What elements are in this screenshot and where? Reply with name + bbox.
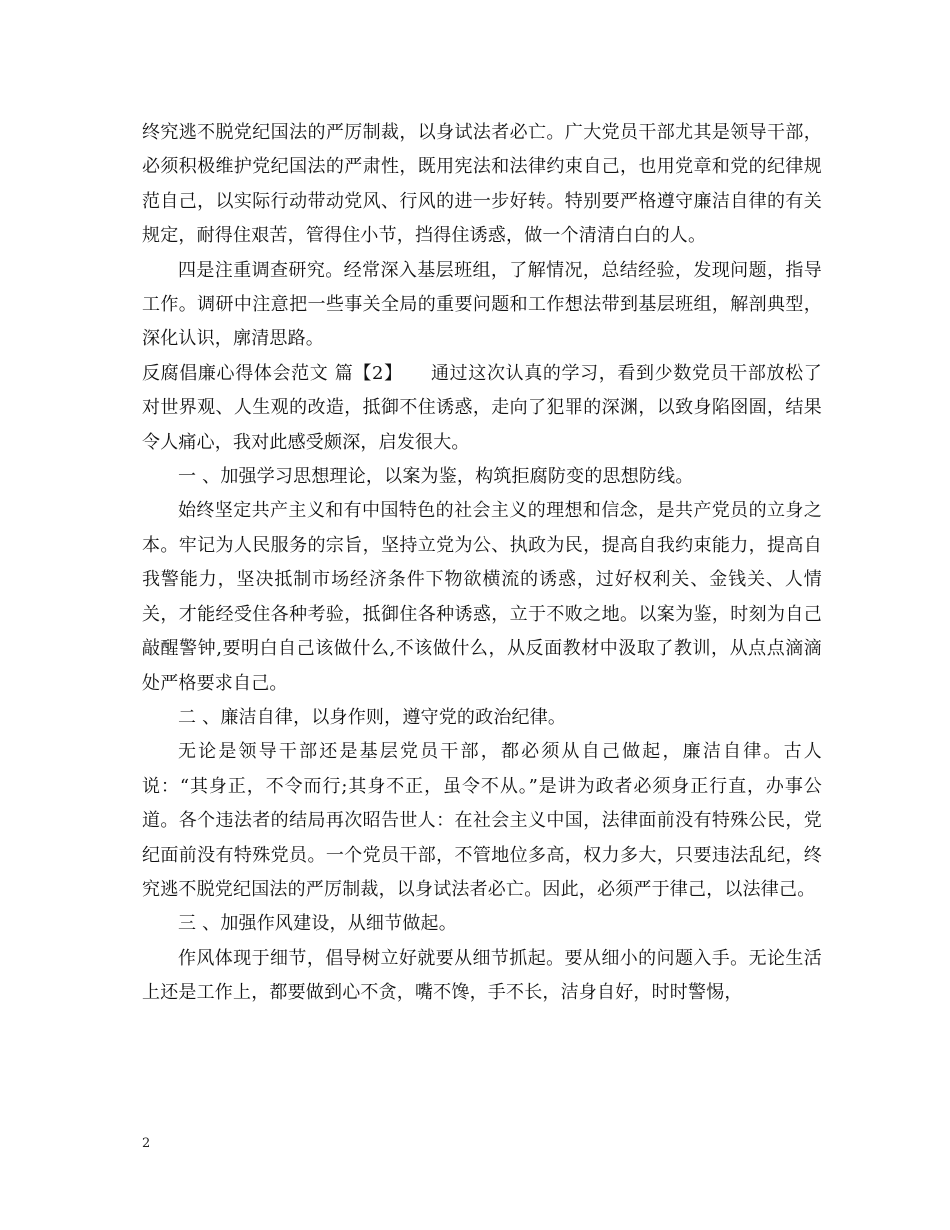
paragraph-2: 四是注重调查研究。经常深入基层班组，了解情况，总结经验，发现问题，指导工作。调研中注意把一些事关全局的重要问题和工作想法带到基层班组，解剖典型，深化认识，廓清思路。 — [142, 259, 822, 350]
paragraph-point-1-heading: 一 、加强学习思想理论，以案为鉴，构筑拒腐防变的思想防线。 — [178, 466, 694, 488]
paragraph-point-2-heading: 二 、廉洁自律，以身作则，遵守党的政治纪律。 — [178, 706, 567, 728]
paragraph-point-3-heading: 三 、加强作风建设，从细节做起。 — [178, 913, 457, 935]
paragraph-point-3-body: 作风体现于细节，倡导树立好就要从细节抓起。要从细小的问题入手。无论生活上还是工作上，都要做到心不贪，嘴不馋，手不长，洁身自好，时时警惕， — [142, 947, 822, 1004]
paragraph-point-1-body: 始终坚定共产主义和有中国特色的社会主义的理想和信念，是共产党员的立身之本。牢记为人民服务的宗旨，坚持立党为公、执政为民，提高自我约束能力，提高自我警能力，坚决抵制市场经济条件下物欲横流的诱惑，过好权利关、金钱关、人情关，才能经受住各种考验，抵御住各种诱惑，立于不败之地。以案为鉴，时刻为自己敲醒警钟,要明白自己该做什么,不该做什么，从反面教材中汲取了教训，从点点滴滴处严格要求自己。 — [142, 500, 822, 694]
body-text — [142, 116, 822, 1011]
page-number: 2 — [142, 1136, 151, 1151]
paragraph-1: 终究逃不脱党纪国法的严厉制裁，以身试法者必亡。广大党员干部尤其是领导干部，必须积极维护党纪国法的严肃性，既用宪法和法律约束自己，也用党章和党的纪律规范自己，以实际行动带动党风、行风的进一步好转。特别要严格遵守廉洁自律的有关规定，耐得住艰苦，管得住小节，挡得住诱惑，做一个清清白白的人。 — [142, 122, 822, 247]
section-heading-paragraph: 反腐倡廉心得体会范文 篇【2】 通过这次认真的学习，看到少数党员干部放松了对世界观、人生观的改造，抵御不住诱惑，走向了犯罪的深渊，以致身陷囹圄，结果令人痛心，我对此感受颇深，启发很大。 — [142, 362, 822, 453]
paragraph-point-2-body: 无论是领导干部还是基层党员干部，都必须从自己做起，廉洁自律。古人说：“其身正，不令而行;其身不正，虽令不从。”是讲为政者必须身正行直，办事公道。各个违法者的结局再次昭告世人：在社会主义中国，法律面前没有特殊公民，党纪面前没有特殊党员。一个党员干部，不管地位多高，权力多大，只要违法乱纪，终究逃不脱党纪国法的严厉制裁，以身试法者必亡。因此，必须严于律己，以法律己。 — [142, 741, 822, 900]
